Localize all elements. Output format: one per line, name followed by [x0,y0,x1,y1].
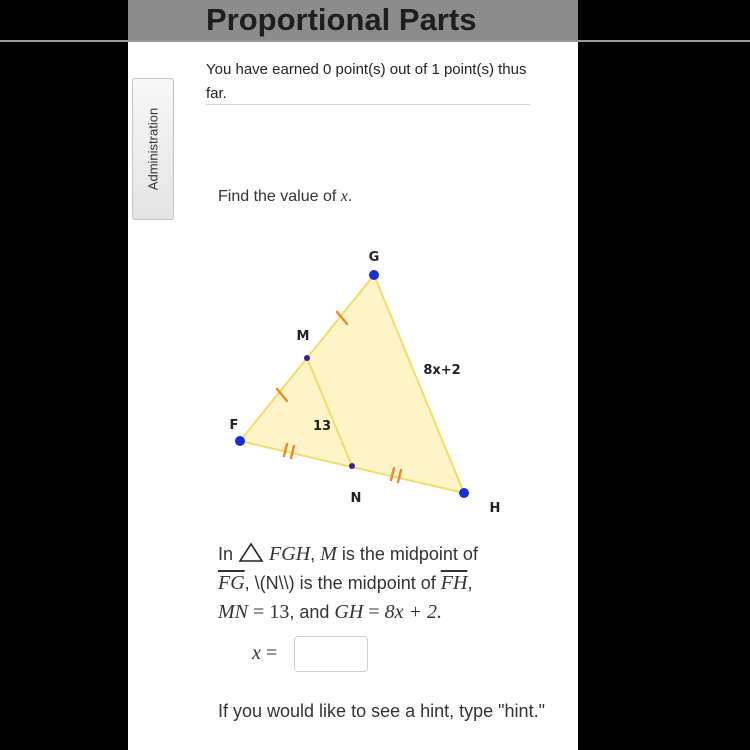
gh-value: 8x + 2. [384,601,442,623]
label-mn-length: 13 [312,419,332,434]
segment-fh: $\overline{FH}$ [440,572,468,594]
score-status: You have earned 0 point(s) out of 1 point(s) thus far. [206,61,527,102]
label-gh-length: 8x+2 [423,363,461,378]
vertex-f [235,436,245,446]
label-f: F [229,418,239,433]
segment-mn: MN [218,601,248,623]
mn-value: 13 [269,601,290,623]
problem-intro: In [218,544,234,564]
point-m: M [320,543,337,565]
midpoint-n [349,463,355,469]
vertex-h [459,488,469,498]
administration-tab-label: Administration [145,107,161,191]
answer-equals: = [265,642,278,664]
comma-2: , [467,573,473,593]
comma-1: , [310,544,316,564]
administration-tab[interactable] [132,78,174,220]
page-title: Proportional Parts [206,2,477,37]
title-bar [128,0,578,41]
segment-gh: GH [334,601,364,623]
triangle-symbol-icon [238,542,264,562]
score-divider [206,104,530,105]
midpoint-text-1: is the midpoint of [341,544,478,564]
label-h: H [489,501,501,516]
equals-1: = [253,601,265,623]
segment-fg: $\overline{FG}$ [218,572,245,594]
prompt-prefix: Find the value of [218,188,341,205]
hint-text: If you would like to see a hint, type "hint." [218,701,545,721]
content-panel [128,42,578,750]
problem-statement [218,540,548,627]
label-g: G [368,250,380,265]
label-m: M [296,329,310,344]
midpoint-m [304,355,310,361]
vertex-g [369,270,379,280]
prompt-variable: x [340,188,348,205]
midpoint-text-2: , \(N\\) is the midpoint of [244,573,436,593]
question-prompt [218,188,352,206]
answer-variable: x [252,642,261,664]
answer-input[interactable] [294,636,368,672]
answer-label [252,642,277,665]
prompt-suffix: . [347,188,353,205]
triangle-name: FGH [269,543,311,565]
and-text: , and [289,602,330,622]
triangle-fgh [240,275,464,493]
triangle-figure [206,232,526,532]
equals-2: = [368,601,380,623]
label-n: N [350,491,362,506]
